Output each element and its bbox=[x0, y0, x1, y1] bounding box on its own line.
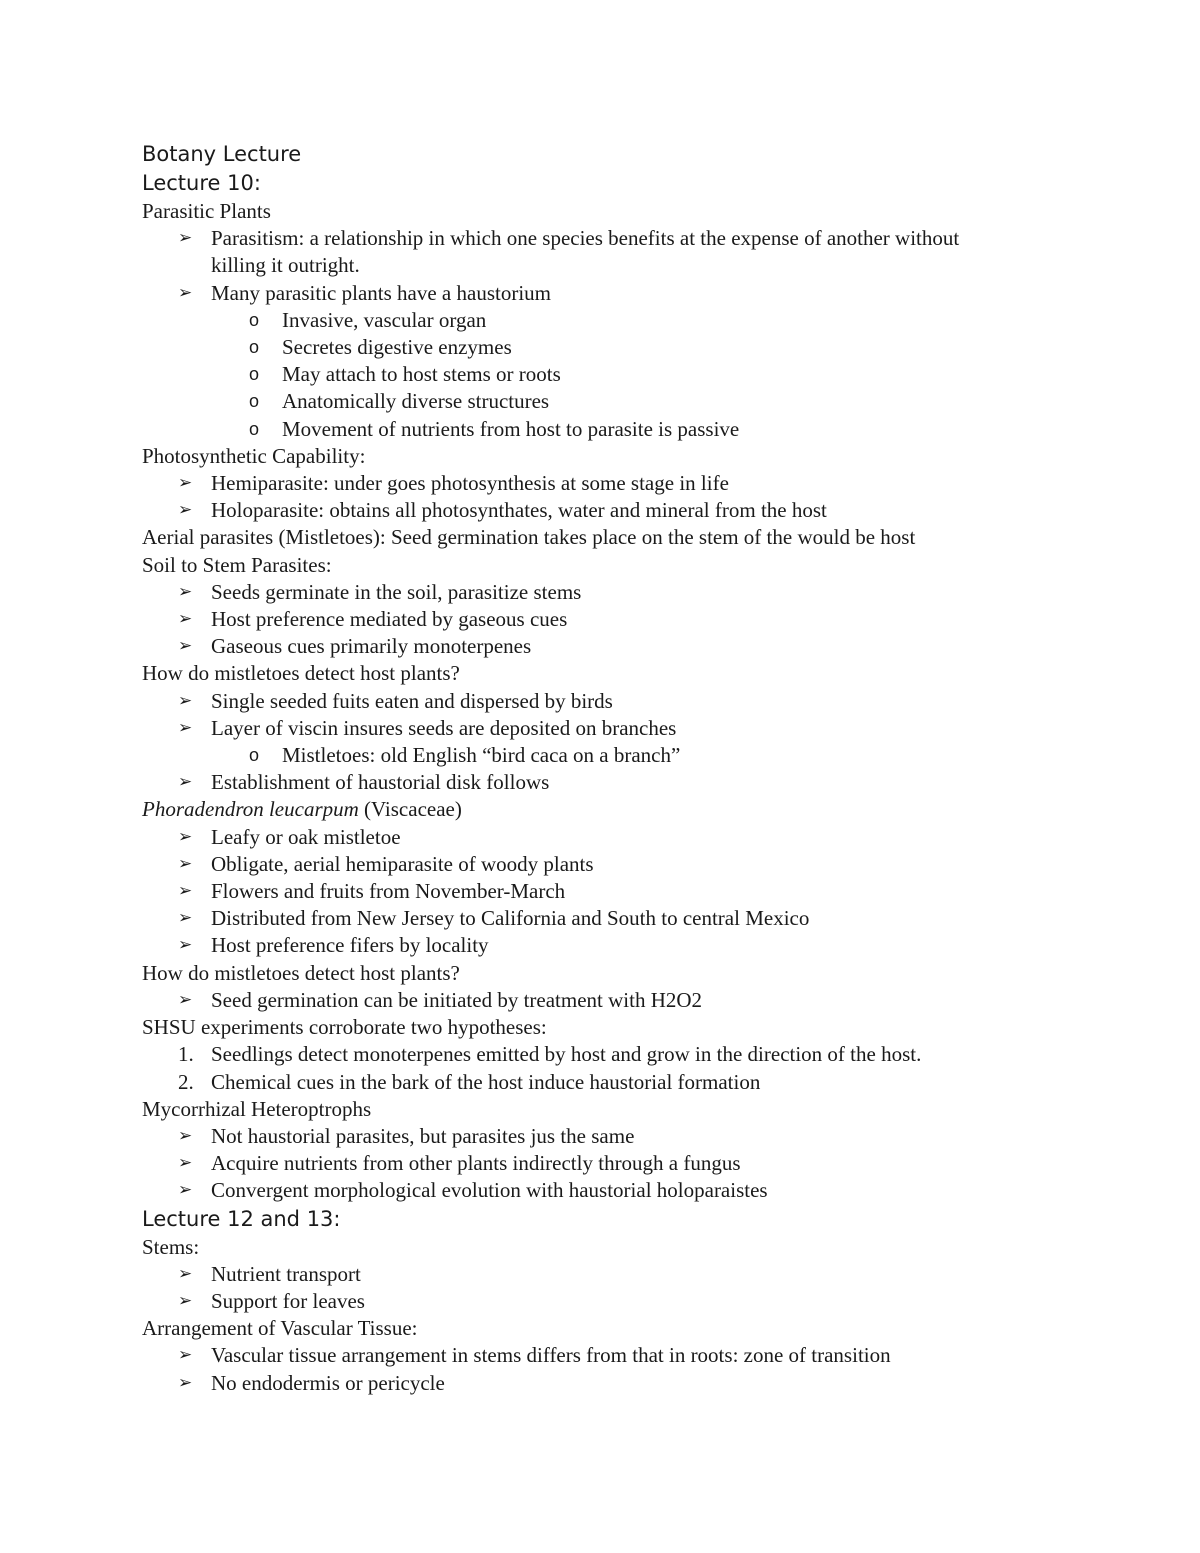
arrow-bullet-icon: ➢ bbox=[178, 1290, 193, 1311]
arrow-bullet-icon: ➢ bbox=[178, 1263, 193, 1284]
arrow-bullet-icon: ➢ bbox=[178, 636, 193, 657]
list-item-text: Acquire nutrients from other plants indirectly through a fungus bbox=[211, 1151, 741, 1176]
list-item bbox=[142, 225, 1092, 252]
list-item bbox=[142, 1261, 1092, 1288]
sub-list-item bbox=[142, 416, 1092, 443]
sub-list-item-text: Mistletoes: old English “bird caca on a branch” bbox=[282, 743, 681, 768]
circle-bullet-icon: o bbox=[249, 364, 260, 385]
list-item bbox=[142, 497, 1092, 524]
list-item-text: Nutrient transport bbox=[211, 1261, 361, 1286]
sub-list-item bbox=[142, 334, 1092, 361]
arrow-bullet-icon: ➢ bbox=[178, 881, 193, 902]
list-item bbox=[142, 1150, 1092, 1177]
section-label-shsu: SHSU experiments corroborate two hypotheses: bbox=[142, 1015, 547, 1040]
list-item bbox=[142, 606, 1092, 633]
circle-bullet-icon: o bbox=[249, 418, 260, 439]
species-heading bbox=[142, 796, 1092, 823]
lecture-10-heading: Lecture 10: bbox=[142, 171, 261, 195]
species-name: Phoradendron leucarpum bbox=[142, 797, 359, 822]
list-item-text: Gaseous cues primarily monoterpenes bbox=[211, 634, 532, 659]
list-item bbox=[142, 1177, 1092, 1204]
list-item-text: Hemiparasite: under goes photosynthesis at some stage in life bbox=[211, 471, 729, 496]
list-item bbox=[142, 1370, 1092, 1397]
list-item bbox=[142, 932, 1092, 959]
arrow-bullet-icon: ➢ bbox=[178, 772, 193, 793]
section-label-photosynthetic: Photosynthetic Capability: bbox=[142, 443, 366, 468]
sub-list-item-text: Anatomically diverse structures bbox=[282, 389, 550, 414]
list-item bbox=[142, 851, 1092, 878]
arrow-bullet-icon: ➢ bbox=[178, 473, 193, 494]
species-family: (Viscaceae) bbox=[358, 797, 462, 822]
list-item bbox=[142, 715, 1092, 742]
sub-list-item-text: Secretes digestive enzymes bbox=[282, 335, 512, 360]
arrow-bullet-icon: ➢ bbox=[178, 935, 193, 956]
numbered-item-text: Chemical cues in the bark of the host induce haustorial formation bbox=[211, 1069, 761, 1094]
list-item-text: Convergent morphological evolution with haustorial holoparaistes bbox=[211, 1178, 768, 1203]
arrow-bullet-icon: ➢ bbox=[178, 228, 193, 249]
list-item-text: Layer of viscin insures seeds are deposited on branches bbox=[211, 715, 677, 740]
sub-list-item bbox=[142, 361, 1092, 388]
sub-list-item bbox=[142, 742, 1092, 769]
list-item bbox=[142, 1342, 1092, 1369]
circle-bullet-icon: o bbox=[249, 337, 260, 358]
list-item-text: No endodermis or pericycle bbox=[211, 1370, 445, 1395]
list-item bbox=[142, 688, 1092, 715]
arrow-bullet-icon: ➢ bbox=[178, 690, 193, 711]
arrow-bullet-icon: ➢ bbox=[178, 717, 193, 738]
list-item-text: Leafy or oak mistletoe bbox=[211, 824, 401, 849]
list-item-text: Seeds germinate in the soil, parasitize stems bbox=[211, 579, 582, 604]
lecture-12-heading: Lecture 12 and 13: bbox=[142, 1206, 341, 1231]
list-item-text: Host preference mediated by gaseous cues bbox=[211, 607, 568, 632]
list-item-text: Obligate, aerial hemiparasite of woody plants bbox=[211, 851, 594, 876]
list-item-text: Support for leaves bbox=[211, 1288, 365, 1313]
list-item bbox=[142, 824, 1092, 851]
list-item bbox=[142, 1123, 1092, 1150]
arrow-bullet-icon: ➢ bbox=[178, 989, 193, 1010]
list-item-text: Not haustorial parasites, but parasites jus the same bbox=[211, 1123, 635, 1148]
list-item-text: Many parasitic plants have a haustorium bbox=[211, 280, 551, 305]
section-label-vascular: Arrangement of Vascular Tissue: bbox=[142, 1316, 418, 1341]
sub-list-item bbox=[142, 388, 1092, 415]
document-title: Botany Lecture bbox=[142, 142, 302, 166]
list-item bbox=[142, 905, 1092, 932]
sub-list-item bbox=[142, 307, 1092, 334]
numbered-item-text: Seedlings detect monoterpenes emitted by host and grow in the direction of the host. bbox=[211, 1042, 922, 1067]
arrow-bullet-icon: ➢ bbox=[178, 1180, 193, 1201]
section-label-soil-to-stem: Soil to Stem Parasites: bbox=[142, 552, 332, 577]
list-item bbox=[142, 1288, 1092, 1315]
numbered-item bbox=[142, 1041, 1092, 1068]
list-item bbox=[142, 769, 1092, 796]
numbered-item bbox=[142, 1069, 1092, 1096]
list-item-text: Host preference fifers by locality bbox=[211, 933, 489, 958]
list-item-text: Vascular tissue arrangement in stems differs from that in roots: zone of transition bbox=[211, 1343, 891, 1368]
arrow-bullet-icon: ➢ bbox=[178, 853, 193, 874]
sub-list-item-text: May attach to host stems or roots bbox=[282, 362, 561, 387]
arrow-bullet-icon: ➢ bbox=[178, 1345, 193, 1366]
list-item-text: Seed germination can be initiated by treatment with H2O2 bbox=[211, 987, 703, 1012]
list-item bbox=[142, 878, 1092, 905]
list-item bbox=[142, 579, 1092, 606]
section-label-parasitic-plants: Parasitic Plants bbox=[142, 199, 271, 223]
document-page bbox=[142, 140, 1092, 1397]
arrow-bullet-icon: ➢ bbox=[178, 1125, 193, 1146]
item-number: 2. bbox=[178, 1069, 194, 1094]
arrow-bullet-icon: ➢ bbox=[178, 1372, 193, 1393]
arrow-bullet-icon: ➢ bbox=[178, 826, 193, 847]
section-label-detect-host-2: How do mistletoes detect host plants? bbox=[142, 960, 460, 985]
list-item bbox=[142, 633, 1092, 660]
arrow-bullet-icon: ➢ bbox=[178, 609, 193, 630]
list-item-text: Holoparasite: obtains all photosynthates, water and mineral from the host bbox=[211, 498, 827, 523]
arrow-bullet-icon: ➢ bbox=[178, 908, 193, 929]
arrow-bullet-icon: ➢ bbox=[178, 1153, 193, 1174]
aerial-parasites-text: Aerial parasites (Mistletoes): Seed germination takes place on the stem of the would be host bbox=[142, 525, 916, 550]
circle-bullet-icon: o bbox=[249, 391, 260, 412]
arrow-bullet-icon: ➢ bbox=[178, 500, 193, 521]
list-item-text: Distributed from New Jersey to California and South to central Mexico bbox=[211, 906, 810, 931]
list-item-continuation: killing it outright. bbox=[211, 253, 360, 278]
list-item-text: Establishment of haustorial disk follows bbox=[211, 770, 550, 795]
list-item bbox=[142, 987, 1092, 1014]
circle-bullet-icon: o bbox=[249, 745, 260, 766]
circle-bullet-icon: o bbox=[249, 309, 260, 330]
section-label-mycorrhizal: Mycorrhizal Heteroptrophs bbox=[142, 1096, 372, 1121]
arrow-bullet-icon: ➢ bbox=[178, 282, 193, 303]
list-item bbox=[142, 280, 1092, 307]
section-label-stems: Stems: bbox=[142, 1234, 200, 1259]
item-number: 1. bbox=[178, 1042, 194, 1067]
sub-list-item-text: Invasive, vascular organ bbox=[282, 307, 487, 332]
arrow-bullet-icon: ➢ bbox=[178, 581, 193, 602]
section-label-detect-host: How do mistletoes detect host plants? bbox=[142, 661, 460, 686]
list-item-text: Single seeded fuits eaten and dispersed by birds bbox=[211, 688, 613, 713]
sub-list-item-text: Movement of nutrients from host to parasite is passive bbox=[282, 416, 740, 441]
list-item-text: Flowers and fruits from November-March bbox=[211, 879, 566, 904]
list-item-text: Parasitism: a relationship in which one species benefits at the expense of another without bbox=[211, 226, 960, 251]
list-item bbox=[142, 470, 1092, 497]
